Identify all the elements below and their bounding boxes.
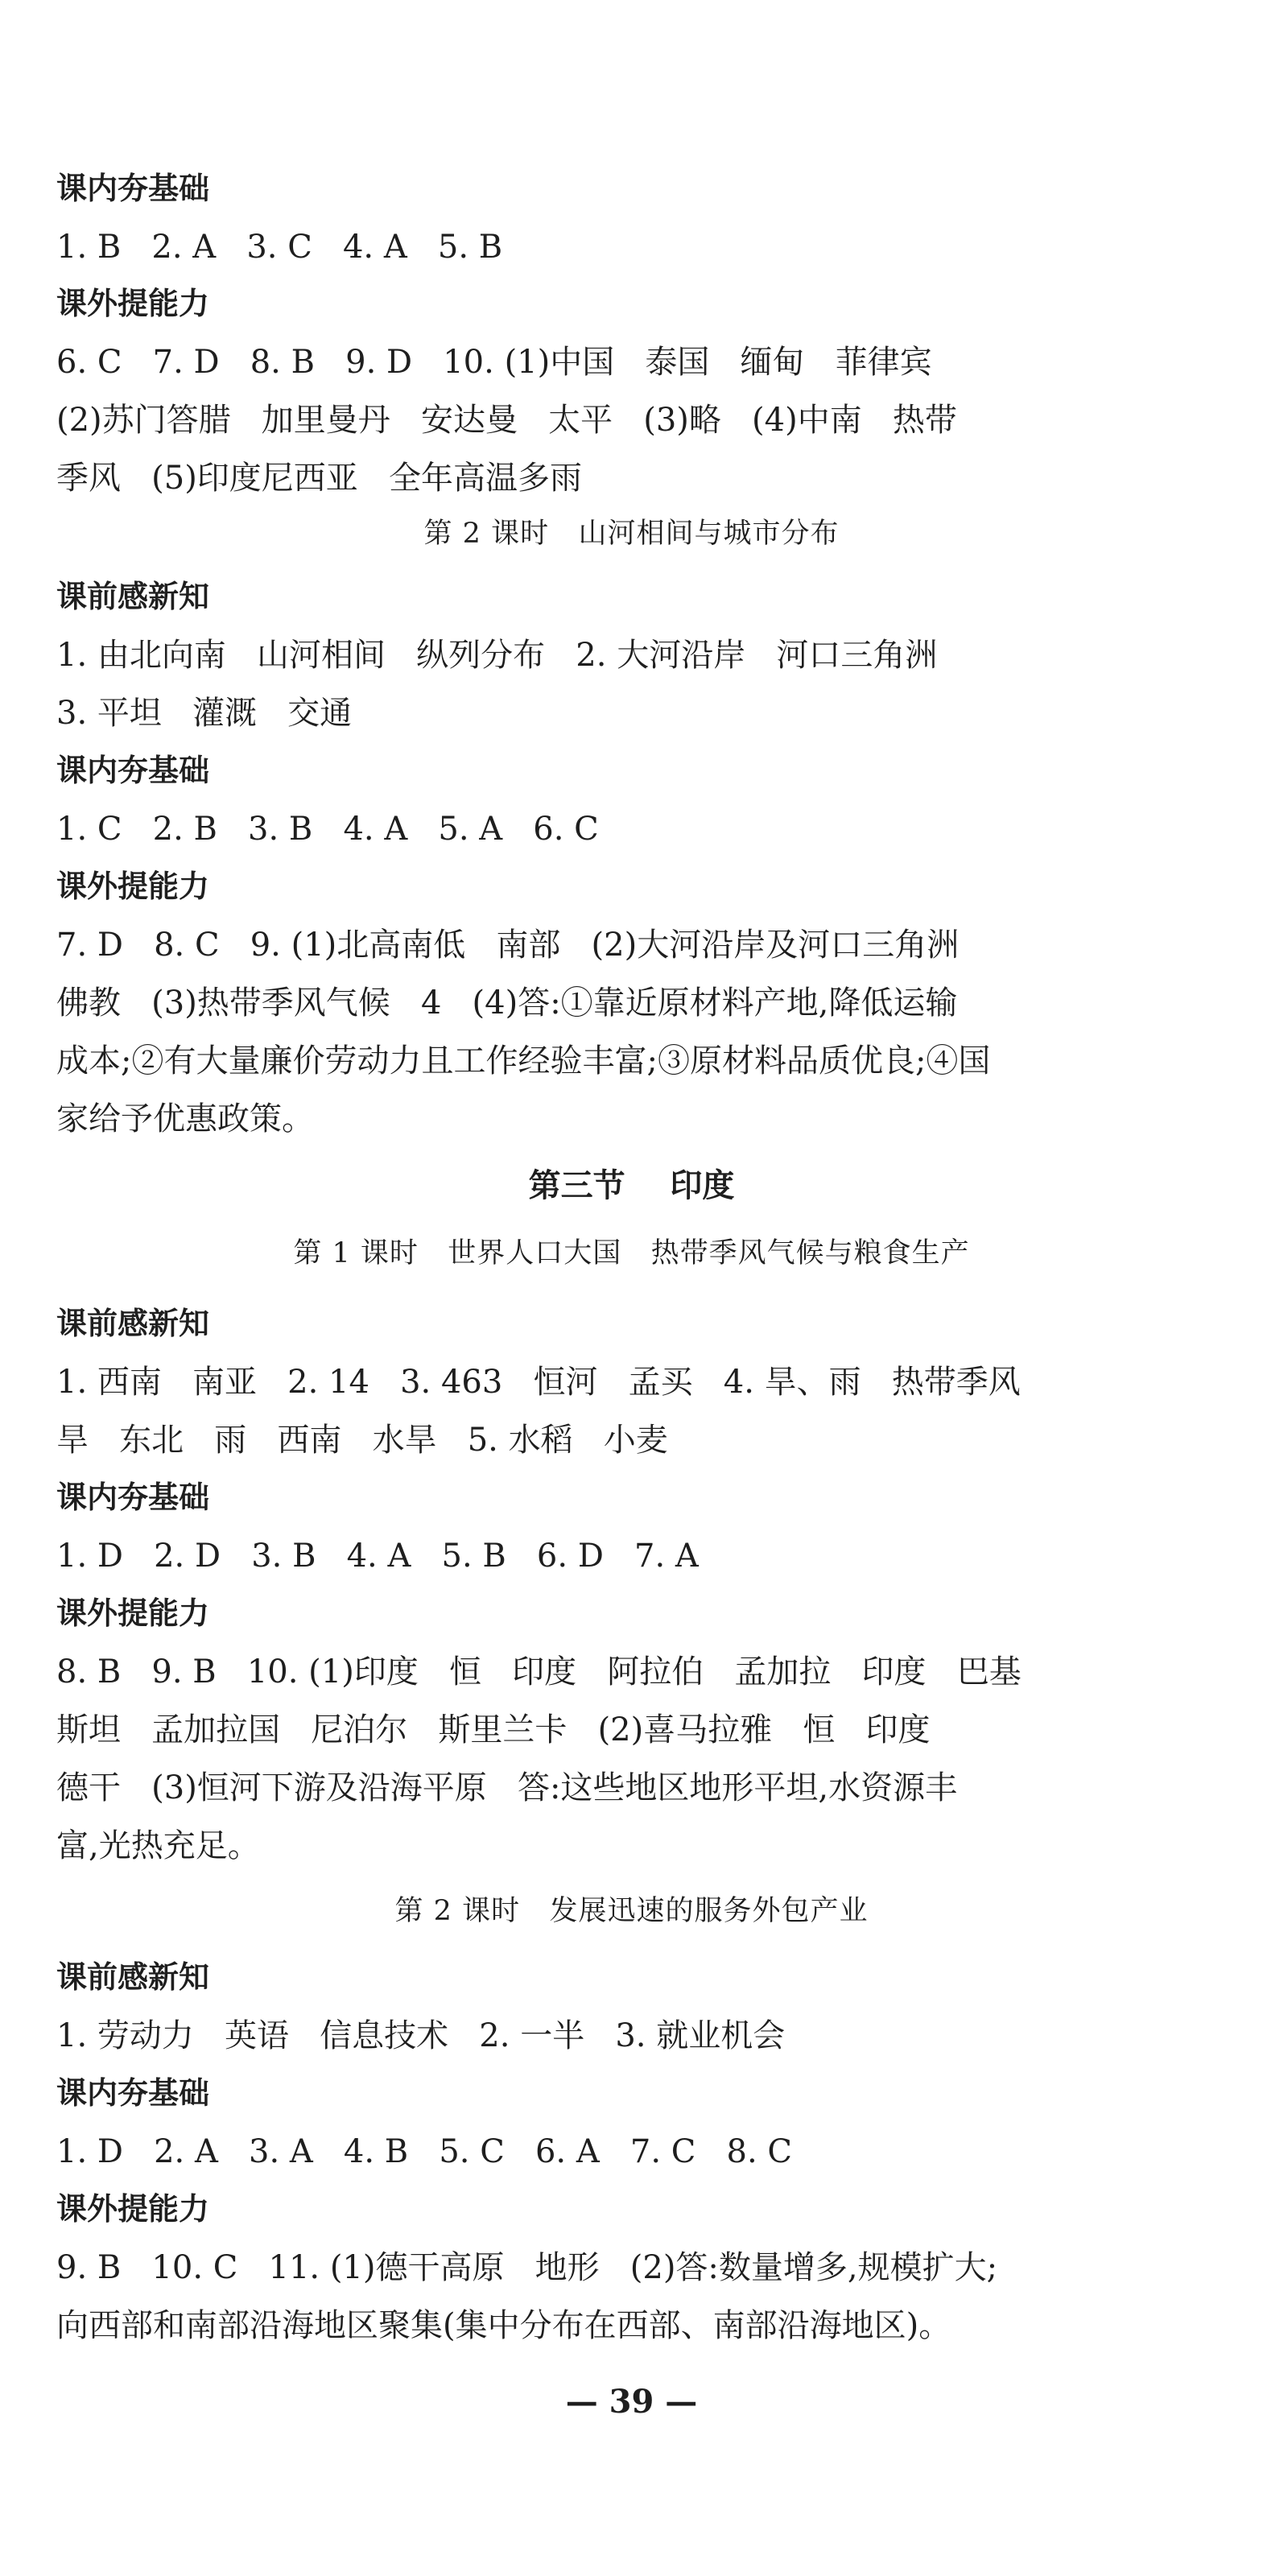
- answer-line: 旱 东北 雨 西南 水旱 5. 水稻 小麦: [56, 1422, 668, 1459]
- subsection-heading: 课内夯基础: [56, 2075, 210, 2111]
- answer-line: 佛教 (3)热带季风气候 4 (4)答:①靠近原材料产地,降低运输: [56, 985, 958, 1022]
- answer-line: 6. C 7. D 8. B 9. D 10. (1)中国 泰国 缅甸 菲律宾: [56, 344, 932, 381]
- answer-line: (2)苏门答腊 加里曼丹 安达曼 太平 (3)略 (4)中南 热带: [56, 402, 957, 439]
- answer-line: 1. C 2. B 3. B 4. A 5. A 6. C: [56, 811, 599, 848]
- subsection-heading: 课前感新知: [56, 1306, 210, 1341]
- answer-line: 3. 平坦 灌溉 交通: [56, 695, 353, 732]
- section-title: 第三节 印度: [528, 1167, 735, 1204]
- answer-line: 9. B 10. C 11. (1)德干高原 地形 (2)答:数量增多,规模扩大;: [56, 2249, 998, 2286]
- subsection-heading: 课外提能力: [56, 286, 210, 321]
- answer-line: 1. B 2. A 3. C 4. A 5. B: [56, 229, 503, 266]
- answer-line: 季风 (5)印度尼西亚 全年高温多雨: [56, 460, 582, 497]
- answer-line: 1. D 2. A 3. A 4. B 5. C 6. A 7. C 8. C: [56, 2133, 792, 2170]
- lesson-title: 第 2 课时 发展迅速的服务外包产业: [394, 1895, 869, 1927]
- answer-line: 1. D 2. D 3. B 4. A 5. B 6. D 7. A: [56, 1538, 699, 1575]
- subsection-heading: 课内夯基础: [56, 753, 210, 788]
- answer-line: 8. B 9. B 10. (1)印度 恒 印度 阿拉伯 孟加拉 印度 巴基: [56, 1653, 1022, 1690]
- lesson-title: 第 1 课时 世界人口大国 热带季风气候与粮食生产: [293, 1237, 970, 1269]
- subsection-heading: 课前感新知: [56, 579, 210, 614]
- answer-line: 家给予优惠政策。: [56, 1100, 314, 1137]
- lesson-title: 第 2 课时 山河相间与城市分布: [423, 518, 840, 550]
- answer-line: 成本;②有大量廉价劳动力且工作经验丰富;③原材料品质优良;④国: [56, 1042, 991, 1080]
- page-number: — 39 —: [565, 2383, 698, 2421]
- subsection-heading: 课内夯基础: [56, 1480, 210, 1515]
- subsection-heading: 课前感新知: [56, 1959, 210, 1995]
- answer-line: 德干 (3)恒河下游及沿海平原 答:这些地区地形平坦,水资源丰: [56, 1769, 958, 1806]
- subsection-heading: 课外提能力: [56, 2191, 210, 2227]
- subsection-heading: 课外提能力: [56, 1596, 210, 1631]
- subsection-heading: 课内夯基础: [56, 171, 210, 206]
- answer-line: 向西部和南部沿海地区聚集(集中分布在西部、南部沿海地区)。: [56, 2307, 951, 2344]
- answer-line: 1. 西南 南亚 2. 14 3. 463 恒河 孟买 4. 旱、雨 热带季风: [56, 1364, 1021, 1401]
- subsection-heading: 课外提能力: [56, 869, 210, 904]
- answer-line: 1. 由北向南 山河相间 纵列分布 2. 大河沿岸 河口三角洲: [56, 637, 938, 674]
- answer-line: 斯坦 孟加拉国 尼泊尔 斯里兰卡 (2)喜马拉雅 恒 印度: [56, 1711, 931, 1748]
- answer-line: 7. D 8. C 9. (1)北高南低 南部 (2)大河沿岸及河口三角洲: [56, 927, 960, 964]
- answer-line: 富,光热充足。: [56, 1827, 260, 1864]
- answer-line: 1. 劳动力 英语 信息技术 2. 一半 3. 就业机会: [56, 2017, 786, 2054]
